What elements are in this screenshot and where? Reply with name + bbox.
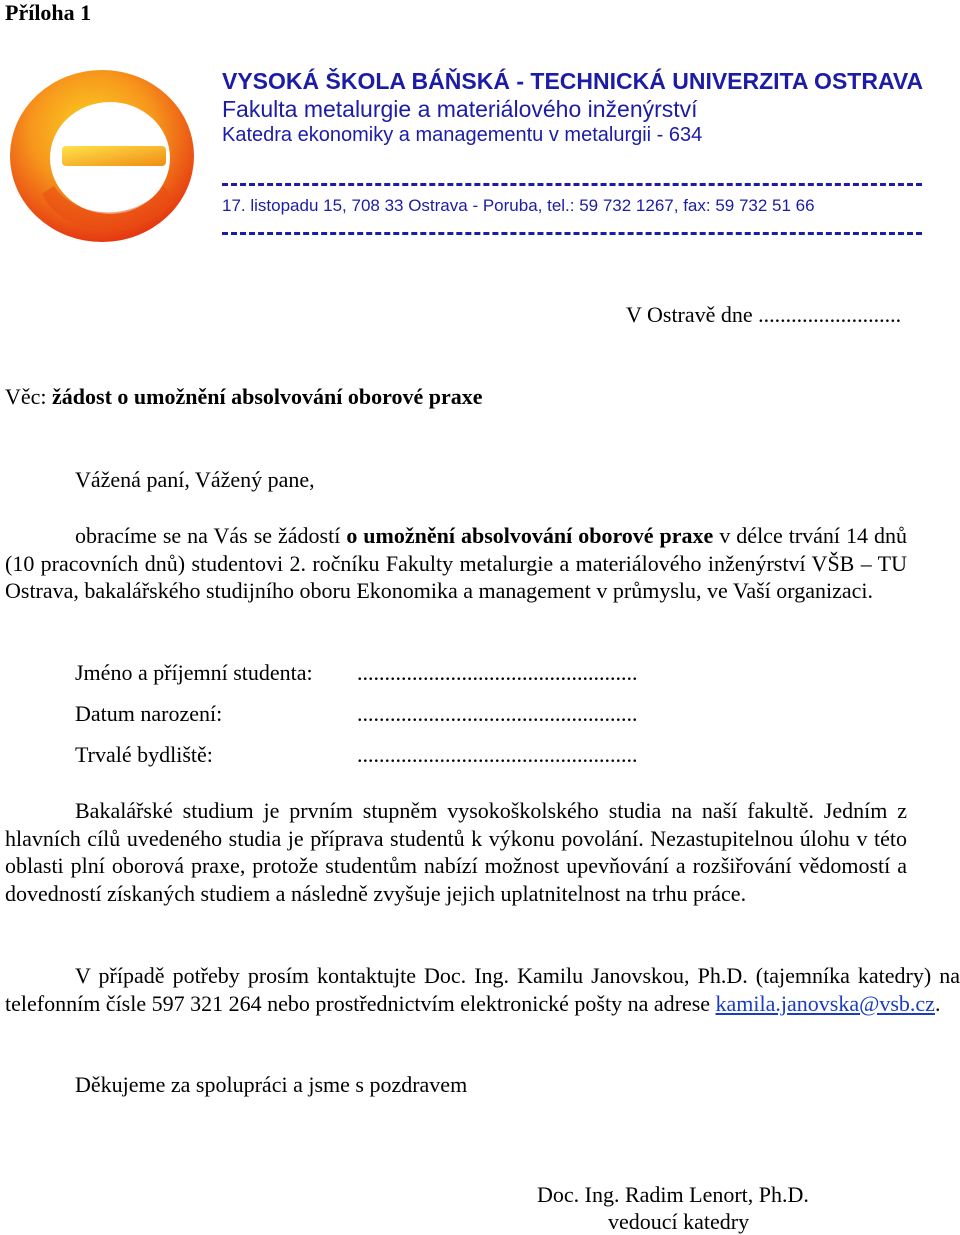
faculty-logo xyxy=(2,66,198,246)
subject-prefix: Věc: xyxy=(5,384,53,409)
subject-text: žádost o umožnění absolvování oborové praxe xyxy=(52,384,483,409)
contact-paragraph xyxy=(5,962,960,1017)
field-value-birth-date: ................................................... xyxy=(357,701,638,726)
field-value-address: ................................................... xyxy=(357,742,638,767)
date-line: V Ostravě dne .......................... xyxy=(626,302,902,327)
study-text: Bakalářské studium je prvním stupněm vysokoškolského studia na naší fakultě. Jedním z hlavních cílů uvedeného studia je příprava studentů k výkonu povolání. Nezastupitelnou úlohu v této oblasti plní oborová praxe, protože studentům nabízí možnost upevňování a rozšiřování vědomostí a dovedností získaných studiem a následně zvyšuje jejich uplatnitelnost na trhu práce. xyxy=(5,798,907,906)
field-label-birth-date: Datum narození: xyxy=(75,701,223,726)
request-text-end: v délce trvání 14 dnů (10 pracovních dnů) studentovi 2. ročníku Fakulty metalurgie a materiálového inženýrství VŠB – TU Ostrava, bakalářského studijního oboru Ekonomika a management v průmyslu, ve Vaší organizaci. xyxy=(5,523,907,603)
signature-name: Doc. Ing. Radim Lenort, Ph.D. xyxy=(537,1182,809,1207)
request-text-start: obracíme se na Vás se žádostí xyxy=(75,523,347,548)
contact-text: V případě potřeby prosím kontaktujte Doc. Ing. Kamilu Janovskou, Ph.D. (tajemníka katedry) na telefonním čísle 597 321 264 nebo prostřednictvím elektronické pošty na adrese xyxy=(5,963,960,1016)
salutation: Vážená paní, Vážený pane, xyxy=(75,467,315,492)
request-text-bold: o umožnění absolvování oborové praxe xyxy=(346,523,714,548)
letterhead-divider-top xyxy=(222,183,922,186)
university-name: VYSOKÁ ŠKOLA BÁŇSKÁ - TECHNICKÁ UNIVERZITA OSTRAVA xyxy=(222,68,924,94)
contact-text-end: . xyxy=(934,990,941,1016)
signature-role: vedoucí katedry xyxy=(608,1209,750,1234)
letterhead-divider-bottom xyxy=(222,232,922,235)
request-paragraph xyxy=(5,522,907,605)
letterhead-address: 17. listopadu 15, 708 33 Ostrava - Poruba, tel.: 59 732 1267, fax: 59 732 51 66 xyxy=(222,196,815,215)
faculty-name: Fakulta metalurgie a materiálového inženýrství xyxy=(222,96,698,122)
field-label-student-name: Jméno a příjemní studenta: xyxy=(75,660,313,685)
closing-line: Děkujeme za spolupráci a jsme s pozdravem xyxy=(75,1072,468,1097)
appendix-label: Příloha 1 xyxy=(5,0,92,25)
subject-line xyxy=(5,384,482,410)
department-name: Katedra ekonomiky a managementu v metalurgii - 634 xyxy=(222,124,703,146)
study-paragraph xyxy=(5,797,907,907)
field-label-address: Trvalé bydliště: xyxy=(75,742,213,767)
email-link[interactable]: kamila.janovska@vsb.cz xyxy=(715,990,935,1016)
field-value-student-name: ................................................... xyxy=(357,660,638,685)
